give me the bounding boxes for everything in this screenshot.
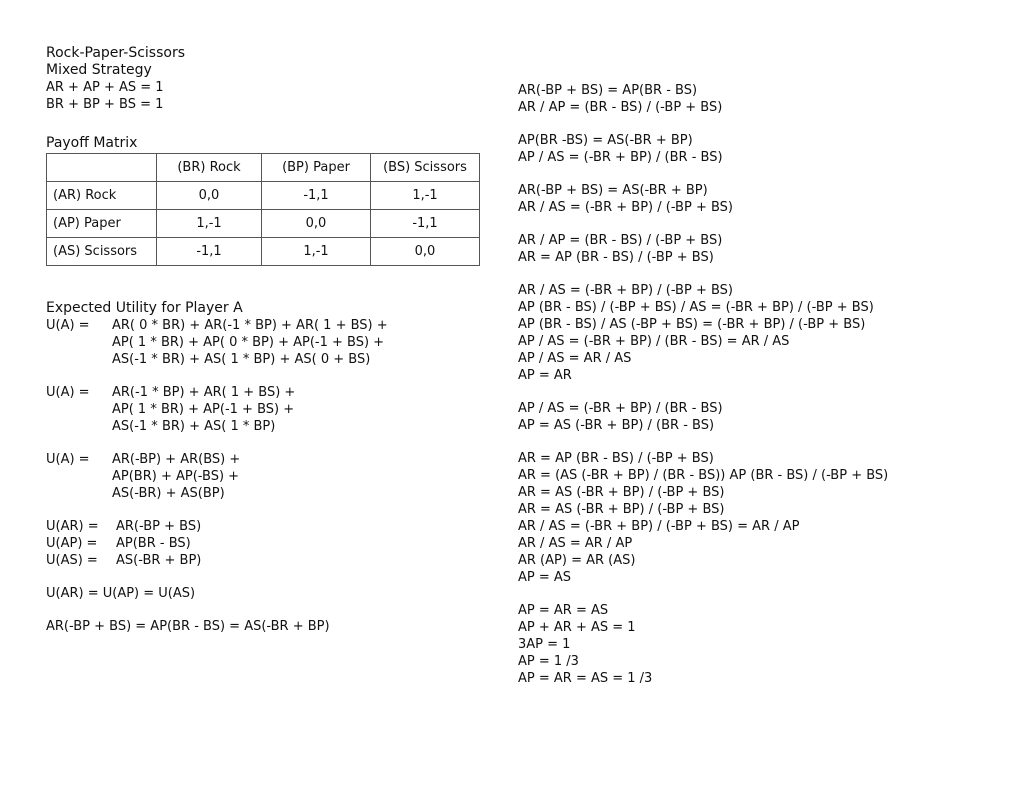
matrix-cell: 0,0 [262,210,371,238]
utility-expr: AP(BR - BS) [116,536,191,551]
derivation-line: AP = AR = AS = 1 /3 [518,671,653,686]
utility-expr: AS(-BR) + AS(BP) [112,486,225,501]
derivation-column [518,82,998,687]
derivation-line: AR / AS = AR / AP [518,536,633,551]
derivation-group [518,232,998,266]
derivation-line: AR = AS (-BR + BP) / (-BP + BS) [518,502,725,517]
derivation-line: 3AP = 1 [518,637,571,652]
matrix-row-header: (AS) Scissors [47,238,157,266]
matrix-cell: 1,-1 [262,238,371,266]
sum-b-equation: BR + BP + BS = 1 [46,97,164,112]
utility-expr: AR(-1 * BP) + AR( 1 + BS) + [112,385,296,400]
matrix-col-header: (BR) Rock [157,154,262,182]
derivation-line: AP + AR + AS = 1 [518,620,636,635]
derivation-line: AR = (AS (-BR + BP) / (BR - BS)) AP (BR - BS) / (-BP + BS) [518,468,889,483]
matrix-cell: 0,0 [157,182,262,210]
utility-line [46,401,486,418]
derivation-line: AP = AS (-BR + BP) / (BR - BS) [518,418,715,433]
derivation-line: AP / AS = (-BR + BP) / (BR - BS) [518,401,723,416]
derivation-line: AR = AS (-BR + BP) / (-BP + BS) [518,485,725,500]
left-column [46,45,486,635]
derivation-group [518,602,998,687]
derivation-line: AR / AS = (-BR + BP) / (-BP + BS) = AR / AP [518,519,800,534]
utility-line [46,334,486,351]
individual-utility [46,535,486,552]
combined-equation: AR(-BP + BS) = AP(BR - BS) = AS(-BR + BP) [46,619,330,634]
matrix-row [47,210,480,238]
utility-line [46,451,486,468]
matrix-row-header: (AR) Rock [47,182,157,210]
derivation-group [518,182,998,216]
utility-line [46,485,486,502]
utility-expr: AS(-BR + BP) [116,553,202,568]
individual-utility [46,518,486,535]
matrix-cell: -1,1 [371,210,480,238]
utility-line [46,317,486,334]
utility-label: U(A) = [46,385,90,400]
derivation-line: AR = AP (BR - BS) / (-BP + BS) [518,250,714,265]
derivation-line: AP(BR -BS) = AS(-BR + BP) [518,133,693,148]
utility-label: U(A) = [46,318,90,333]
derivation-line: AP = AR [518,368,572,383]
payoff-matrix [46,153,480,266]
utility-expr: AR(-BP + BS) [116,519,202,534]
derivation-line: AP (BR - BS) / AS (-BP + BS) = (-BR + BP) / (-BP + BS) [518,317,866,332]
matrix-title: Payoff Matrix [46,135,138,151]
derivation-line: AR(-BP + BS) = AP(BR - BS) [518,83,698,98]
utility-label: U(AR) = [46,519,99,534]
utility-expr: AS(-1 * BR) + AS( 1 * BP) [112,419,276,434]
utility-expr: AP( 1 * BR) + AP( 0 * BP) + AP(-1 + BS) + [112,335,385,350]
derivation-line: AP / AS = (-BR + BP) / (BR - BS) [518,150,723,165]
matrix-col-header: (BP) Paper [262,154,371,182]
utility-line [46,468,486,485]
derivation-group [518,82,998,116]
matrix-header-row [47,154,480,182]
matrix-cell: 1,-1 [157,210,262,238]
matrix-row [47,238,480,266]
derivation-line: AR / AS = (-BR + BP) / (-BP + BS) [518,283,733,298]
derivation-line: AR (AP) = AR (AS) [518,553,636,568]
doc-subtitle: Mixed Strategy [46,62,152,78]
utility-line [46,418,486,435]
utility-line [46,384,486,401]
utility-label: U(A) = [46,452,90,467]
derivation-line: AP (BR - BS) / (-BP + BS) / AS = (-BR + BP) / (-BP + BS) [518,300,874,315]
matrix-row [47,182,480,210]
individual-utility [46,552,486,569]
derivation-line: AP / AS = (-BR + BP) / (BR - BS) = AR / AS [518,334,790,349]
derivation-line: AR = AP (BR - BS) / (-BP + BS) [518,451,714,466]
matrix-col-header: (BS) Scissors [371,154,480,182]
matrix-cell: -1,1 [157,238,262,266]
derivation-group [518,450,998,586]
derivation-line: AP = AS [518,570,572,585]
derivation-line: AR / AP = (BR - BS) / (-BP + BS) [518,100,723,115]
derivation-group [518,282,998,384]
matrix-cell: 0,0 [371,238,480,266]
doc-title: Rock-Paper-Scissors [46,45,186,61]
utility-expr: AR( 0 * BR) + AR(-1 * BP) + AR( 1 + BS) + [112,318,388,333]
derivation-group [518,132,998,166]
utility-line [46,351,486,368]
utility-title: Expected Utility for Player A [46,300,243,316]
equal-utility-equation: U(AR) = U(AP) = U(AS) [46,586,196,601]
utility-expr: AP( 1 * BR) + AP(-1 + BS) + [112,402,295,417]
sum-a-equation: AR + AP + AS = 1 [46,80,164,95]
derivation-line: AR / AS = (-BR + BP) / (-BP + BS) [518,200,733,215]
matrix-row-header: (AP) Paper [47,210,157,238]
matrix-corner-cell [47,154,157,182]
utility-expr: AR(-BP) + AR(BS) + [112,452,241,467]
derivation-line: AP / AS = AR / AS [518,351,632,366]
matrix-cell: -1,1 [262,182,371,210]
utility-label: U(AP) = [46,536,98,551]
derivation-line: AP = 1 /3 [518,654,579,669]
utility-expr: AP(BR) + AP(-BS) + [112,469,240,484]
derivation-line: AR(-BP + BS) = AS(-BR + BP) [518,183,708,198]
derivation-line: AR / AP = (BR - BS) / (-BP + BS) [518,233,723,248]
derivation-line: AP = AR = AS [518,603,609,618]
utility-label: U(AS) = [46,553,98,568]
matrix-cell: 1,-1 [371,182,480,210]
derivation-group [518,400,998,434]
utility-expr: AS(-1 * BR) + AS( 1 * BP) + AS( 0 + BS) [112,352,371,367]
